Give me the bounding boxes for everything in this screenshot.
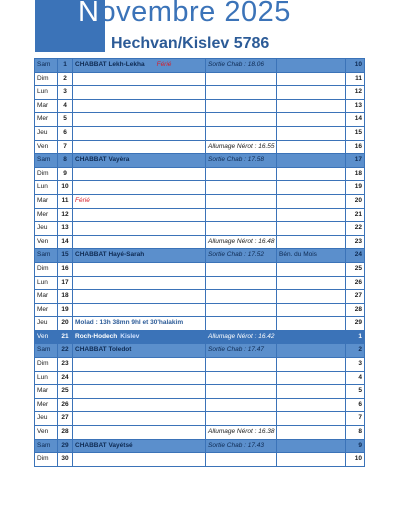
day-number: 3	[58, 86, 73, 100]
day-name: Sam	[35, 59, 58, 73]
event-cell	[73, 358, 206, 372]
shabbat-time: Allumage Nérot : 16.55	[206, 140, 277, 154]
extra-note	[277, 99, 346, 113]
event-cell	[73, 344, 206, 358]
extra-note	[277, 276, 346, 290]
extra-note	[277, 412, 346, 426]
day-row	[35, 235, 365, 249]
day-number: 15	[58, 249, 73, 263]
day-row	[35, 72, 365, 86]
day-row	[35, 303, 365, 317]
event-label: CHABBAT Hayé-Sarah	[75, 251, 145, 259]
day-name: Jeu	[35, 126, 58, 140]
event-label: Molad : 13h 38mn 9hl et 30'halakim	[75, 319, 184, 327]
hebrew-day-number: 9	[346, 439, 365, 453]
event-cell	[73, 154, 206, 168]
event-label: CHABBAT Toledot	[75, 346, 132, 354]
day-name: Ven	[35, 140, 58, 154]
extra-note	[277, 385, 346, 399]
extra-note	[277, 303, 346, 317]
day-number: 26	[58, 398, 73, 412]
day-row	[35, 86, 365, 100]
day-name: Mer	[35, 208, 58, 222]
event-cell	[73, 303, 206, 317]
extra-note	[277, 398, 346, 412]
calendar-table	[34, 58, 365, 467]
month-title-initial: N	[78, 0, 100, 28]
event-cell	[73, 262, 206, 276]
day-number: 6	[58, 126, 73, 140]
day-number: 18	[58, 290, 73, 304]
shabbat-time: Sortie Chab : 17.47	[206, 344, 277, 358]
shabbat-time	[206, 167, 277, 181]
day-name: Mar	[35, 194, 58, 208]
day-row	[35, 59, 365, 73]
event-cell	[73, 72, 206, 86]
day-number: 24	[58, 371, 73, 385]
day-row	[35, 344, 365, 358]
day-name: Dim	[35, 72, 58, 86]
hebrew-day-number: 25	[346, 262, 365, 276]
day-name: Jeu	[35, 412, 58, 426]
hebrew-day-number: 7	[346, 412, 365, 426]
shabbat-time	[206, 412, 277, 426]
shabbat-time	[206, 222, 277, 236]
event-cell	[73, 412, 206, 426]
shabbat-time	[206, 371, 277, 385]
hebrew-day-number: 22	[346, 222, 365, 236]
event-cell	[73, 86, 206, 100]
extra-note	[277, 371, 346, 385]
extra-note	[277, 126, 346, 140]
event-cell	[73, 194, 206, 208]
day-number: 20	[58, 317, 73, 331]
month-title	[78, 0, 291, 29]
event-cell	[73, 126, 206, 140]
hebrew-day-number: 18	[346, 167, 365, 181]
extra-note	[277, 439, 346, 453]
shabbat-time	[206, 358, 277, 372]
month-title-rest: ovembre 2025	[99, 0, 291, 28]
shabbat-time: Allumage Nérot : 16.38	[206, 426, 277, 440]
day-row	[35, 276, 365, 290]
hebrew-day-number: 27	[346, 290, 365, 304]
event-cell	[73, 385, 206, 399]
event-cell	[73, 453, 206, 467]
shabbat-time	[206, 398, 277, 412]
day-number: 17	[58, 276, 73, 290]
day-row	[35, 140, 365, 154]
shabbat-time: Sortie Chab : 17.52	[206, 249, 277, 263]
calendar-body	[35, 59, 365, 467]
day-row	[35, 222, 365, 236]
day-row	[35, 194, 365, 208]
day-name: Dim	[35, 453, 58, 467]
extra-note	[277, 344, 346, 358]
day-number: 19	[58, 303, 73, 317]
extra-note	[277, 140, 346, 154]
shabbat-time	[206, 72, 277, 86]
event-label: CHABBAT Lekh-Lekha	[75, 61, 145, 68]
day-number: 4	[58, 99, 73, 113]
extra-note	[277, 113, 346, 127]
day-number: 13	[58, 222, 73, 236]
day-name: Dim	[35, 167, 58, 181]
event-cell	[73, 330, 206, 344]
day-name: Mer	[35, 303, 58, 317]
day-name: Sam	[35, 249, 58, 263]
day-row	[35, 412, 365, 426]
event-cell	[73, 181, 206, 195]
day-number: 25	[58, 385, 73, 399]
day-name: Sam	[35, 344, 58, 358]
shabbat-time	[206, 317, 277, 331]
day-number: 21	[58, 330, 73, 344]
extra-note: Bén. du Mois	[277, 249, 346, 263]
extra-note	[277, 154, 346, 168]
day-name: Mer	[35, 113, 58, 127]
day-number: 14	[58, 235, 73, 249]
event-cell	[73, 249, 206, 263]
hebrew-month-title: Hechvan/Kislev 5786	[111, 35, 270, 52]
shabbat-time: Allumage Nérot : 16.42	[206, 330, 277, 344]
event-cell	[73, 371, 206, 385]
shabbat-time: Sortie Chab : 17.43	[206, 439, 277, 453]
shabbat-time	[206, 86, 277, 100]
holiday-label: Férié	[75, 196, 90, 204]
hebrew-day-number: 11	[346, 72, 365, 86]
day-number: 29	[58, 439, 73, 453]
hebrew-day-number: 20	[346, 194, 365, 208]
shabbat-time	[206, 113, 277, 127]
day-number: 30	[58, 453, 73, 467]
hebrew-day-number: 16	[346, 140, 365, 154]
extra-note	[277, 317, 346, 331]
hebrew-day-number: 6	[346, 398, 365, 412]
day-name: Sam	[35, 154, 58, 168]
event-label: Roch-Hodech	[75, 332, 118, 340]
shabbat-time	[206, 126, 277, 140]
day-row	[35, 99, 365, 113]
day-row	[35, 181, 365, 195]
extra-note	[277, 222, 346, 236]
holiday-label: Férié	[156, 61, 172, 68]
event-label: CHABBAT Vayétsé	[75, 441, 133, 449]
day-name: Ven	[35, 235, 58, 249]
hebrew-day-number: 29	[346, 317, 365, 331]
shabbat-time	[206, 385, 277, 399]
day-name: Ven	[35, 330, 58, 344]
day-row	[35, 385, 365, 399]
event-cell	[73, 317, 206, 331]
event-cell	[73, 235, 206, 249]
new-month-label: Kislev	[120, 332, 140, 340]
event-cell	[73, 426, 206, 440]
event-cell	[73, 439, 206, 453]
event-cell	[73, 222, 206, 236]
day-row	[35, 113, 365, 127]
hebrew-day-number: 23	[346, 235, 365, 249]
extra-note	[277, 330, 346, 344]
shabbat-time	[206, 181, 277, 195]
hebrew-day-number: 19	[346, 181, 365, 195]
event-label: CHABBAT Vayèra	[75, 156, 130, 164]
day-name: Dim	[35, 262, 58, 276]
day-row	[35, 398, 365, 412]
shabbat-time	[206, 290, 277, 304]
day-number: 27	[58, 412, 73, 426]
hebrew-day-number: 3	[346, 358, 365, 372]
extra-note	[277, 208, 346, 222]
day-number: 23	[58, 358, 73, 372]
hebrew-day-number: 28	[346, 303, 365, 317]
extra-note	[277, 358, 346, 372]
hebrew-day-number: 13	[346, 99, 365, 113]
day-number: 2	[58, 72, 73, 86]
day-row	[35, 154, 365, 168]
shabbat-time	[206, 194, 277, 208]
extra-note	[277, 262, 346, 276]
shabbat-time	[206, 303, 277, 317]
extra-note	[277, 426, 346, 440]
day-row	[35, 208, 365, 222]
hebrew-day-number: 2	[346, 344, 365, 358]
hebrew-day-number: 5	[346, 385, 365, 399]
event-cell	[73, 276, 206, 290]
day-name: Mer	[35, 398, 58, 412]
day-number: 5	[58, 113, 73, 127]
event-cell	[73, 99, 206, 113]
extra-note	[277, 235, 346, 249]
day-number: 10	[58, 181, 73, 195]
shabbat-time: Allumage Nérot : 16.48	[206, 235, 277, 249]
day-name: Mar	[35, 99, 58, 113]
day-row	[35, 426, 365, 440]
day-name: Lun	[35, 276, 58, 290]
shabbat-time	[206, 99, 277, 113]
extra-note	[277, 453, 346, 467]
event-cell	[73, 398, 206, 412]
day-name: Dim	[35, 358, 58, 372]
shabbat-time: Sortie Chab : 18.06	[206, 59, 277, 73]
day-row	[35, 249, 365, 263]
day-name: Mar	[35, 290, 58, 304]
day-name: Ven	[35, 426, 58, 440]
day-row	[35, 371, 365, 385]
event-cell	[73, 59, 206, 73]
hebrew-day-number: 10	[346, 453, 365, 467]
extra-note	[277, 59, 346, 73]
extra-note	[277, 181, 346, 195]
hebrew-day-number: 15	[346, 126, 365, 140]
day-number: 12	[58, 208, 73, 222]
shabbat-time	[206, 262, 277, 276]
event-cell	[73, 113, 206, 127]
shabbat-time	[206, 276, 277, 290]
day-row	[35, 439, 365, 453]
day-number: 1	[58, 59, 73, 73]
day-name: Lun	[35, 371, 58, 385]
day-number: 11	[58, 194, 73, 208]
day-number: 16	[58, 262, 73, 276]
day-name: Lun	[35, 181, 58, 195]
extra-note	[277, 290, 346, 304]
day-row	[35, 167, 365, 181]
day-row	[35, 262, 365, 276]
hebrew-day-number: 26	[346, 276, 365, 290]
day-name: Mar	[35, 385, 58, 399]
day-row	[35, 317, 365, 331]
hebrew-day-number: 12	[346, 86, 365, 100]
day-number: 7	[58, 140, 73, 154]
hebrew-day-number: 4	[346, 371, 365, 385]
hebrew-day-number: 10	[346, 59, 365, 73]
hebrew-day-number: 1	[346, 330, 365, 344]
day-name: Lun	[35, 86, 58, 100]
day-name: Sam	[35, 439, 58, 453]
event-cell	[73, 208, 206, 222]
day-row	[35, 358, 365, 372]
day-number: 9	[58, 167, 73, 181]
hebrew-day-number: 17	[346, 154, 365, 168]
day-number: 28	[58, 426, 73, 440]
day-number: 8	[58, 154, 73, 168]
day-row	[35, 126, 365, 140]
hebrew-day-number: 8	[346, 426, 365, 440]
extra-note	[277, 72, 346, 86]
shabbat-time	[206, 453, 277, 467]
day-name: Jeu	[35, 317, 58, 331]
day-row	[35, 453, 365, 467]
day-row	[35, 290, 365, 304]
day-row	[35, 330, 365, 344]
event-cell	[73, 140, 206, 154]
hebrew-day-number: 24	[346, 249, 365, 263]
shabbat-time	[206, 208, 277, 222]
extra-note	[277, 194, 346, 208]
hebrew-day-number: 21	[346, 208, 365, 222]
extra-note	[277, 167, 346, 181]
event-cell	[73, 167, 206, 181]
shabbat-time: Sortie Chab : 17.58	[206, 154, 277, 168]
event-cell	[73, 290, 206, 304]
extra-note	[277, 86, 346, 100]
hebrew-day-number: 14	[346, 113, 365, 127]
day-name: Jeu	[35, 222, 58, 236]
day-number: 22	[58, 344, 73, 358]
